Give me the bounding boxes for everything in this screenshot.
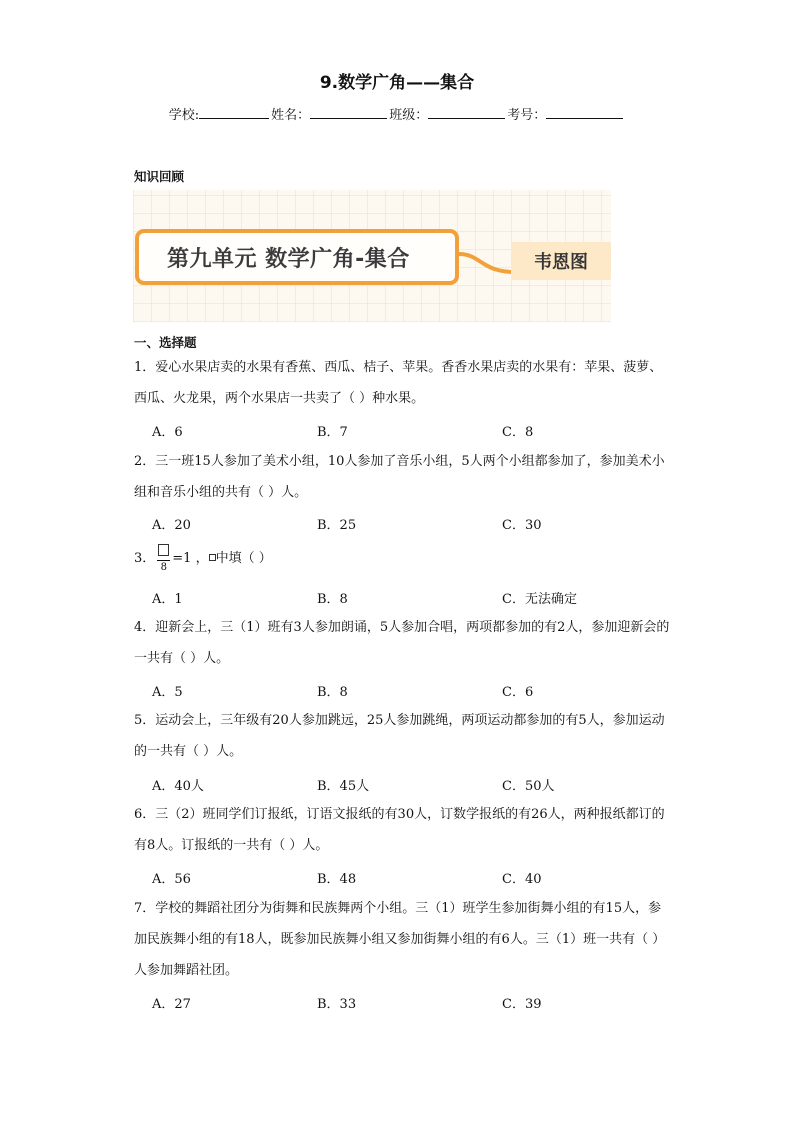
question-6: 6．三（2）班同学们订报纸，订语文报纸的有30人，订数学报纸的有26人，两种报纸都订的有8人。订报纸的一共有（ ）人。 bbox=[134, 807, 665, 853]
option-b: B．33 bbox=[317, 997, 357, 1012]
question-4: 4．迎新会上，三（1）班有3人参加朗诵，5人参加合唱，两项都参加的有2人，参加迎新会的一共有（ ）人。 bbox=[134, 620, 670, 666]
option-a: A．40人 bbox=[152, 779, 204, 794]
fraction bbox=[157, 544, 170, 573]
option-b: B．8 bbox=[317, 592, 348, 607]
question-7: 7．学校的舞蹈社团分为街舞和民族舞两个小组。三（1）班学生参加街舞小组的有15人，参加民族舞小组的有18人，既参加民族舞小组又参加街舞小组的有6人。三（1）班一共有（ ）人参加舞蹈社团。 bbox=[134, 901, 666, 978]
review-banner bbox=[133, 190, 611, 322]
question-3-prefix: 3． bbox=[134, 551, 156, 566]
option-a: A．6 bbox=[152, 425, 183, 440]
banner-main-text: 第九单元 数学广角-集合 bbox=[167, 246, 410, 272]
section-heading: 一、选择题 bbox=[134, 335, 197, 350]
question-5: 5．运动会上，三年级有20人参加跳远，25人参加跳绳，两项运动都参加的有5人，参加运动的一共有（ ）人。 bbox=[134, 713, 665, 759]
option-c: C．6 bbox=[502, 685, 534, 700]
option-c: C．50人 bbox=[502, 779, 555, 794]
school-label: 学校: bbox=[168, 108, 200, 123]
option-c: C．39 bbox=[502, 997, 542, 1012]
banner-tag bbox=[511, 242, 611, 280]
fraction-denominator: 8 bbox=[160, 562, 167, 573]
banner-connector bbox=[459, 248, 519, 278]
name-label: 姓名： bbox=[271, 108, 311, 123]
option-a: A．56 bbox=[152, 872, 191, 887]
banner-tag-text: 韦恩图 bbox=[534, 252, 588, 273]
option-c: C．30 bbox=[502, 518, 542, 533]
blank-square-icon bbox=[158, 544, 169, 556]
question-3 bbox=[134, 544, 674, 574]
class-blank bbox=[428, 106, 505, 119]
question-3-suffix: 中填（ ） bbox=[215, 551, 272, 566]
small-square-icon bbox=[209, 554, 216, 561]
option-b: B．8 bbox=[317, 685, 348, 700]
school-blank bbox=[199, 106, 269, 119]
option-c: C．无法确定 bbox=[502, 592, 577, 607]
banner-main-box bbox=[135, 229, 459, 285]
option-a: A．5 bbox=[152, 685, 183, 700]
number-blank bbox=[546, 106, 623, 119]
option-b: B．7 bbox=[317, 425, 348, 440]
option-c: C．8 bbox=[502, 425, 534, 440]
option-b: B．48 bbox=[317, 872, 357, 887]
question-1: 1．爱心水果店卖的水果有香蕉、西瓜、桔子、苹果。香香水果店卖的水果有：苹果、菠萝、西瓜、火龙果，两个水果店一共卖了（ ）种水果。 bbox=[134, 360, 663, 406]
option-c: C．40 bbox=[502, 872, 542, 887]
question-3-equation: =1 ， bbox=[172, 551, 209, 566]
review-heading: 知识回顾 bbox=[134, 169, 185, 184]
name-blank bbox=[310, 106, 387, 119]
option-b: B．45人 bbox=[317, 779, 370, 794]
page-title: 9.数学广角——集合 bbox=[319, 73, 475, 93]
option-a: A．27 bbox=[152, 997, 191, 1012]
option-a: A．20 bbox=[152, 518, 191, 533]
option-b: B．25 bbox=[317, 518, 357, 533]
number-label: 考号： bbox=[507, 108, 547, 123]
question-2: 2．三一班15人参加了美术小组，10人参加了音乐小组，5人两个小组都参加了，参加美术小组和音乐小组的共有（ ）人。 bbox=[134, 454, 665, 500]
student-info-line bbox=[0, 104, 794, 123]
option-a: A．1 bbox=[152, 592, 183, 607]
class-label: 班级： bbox=[389, 108, 429, 123]
